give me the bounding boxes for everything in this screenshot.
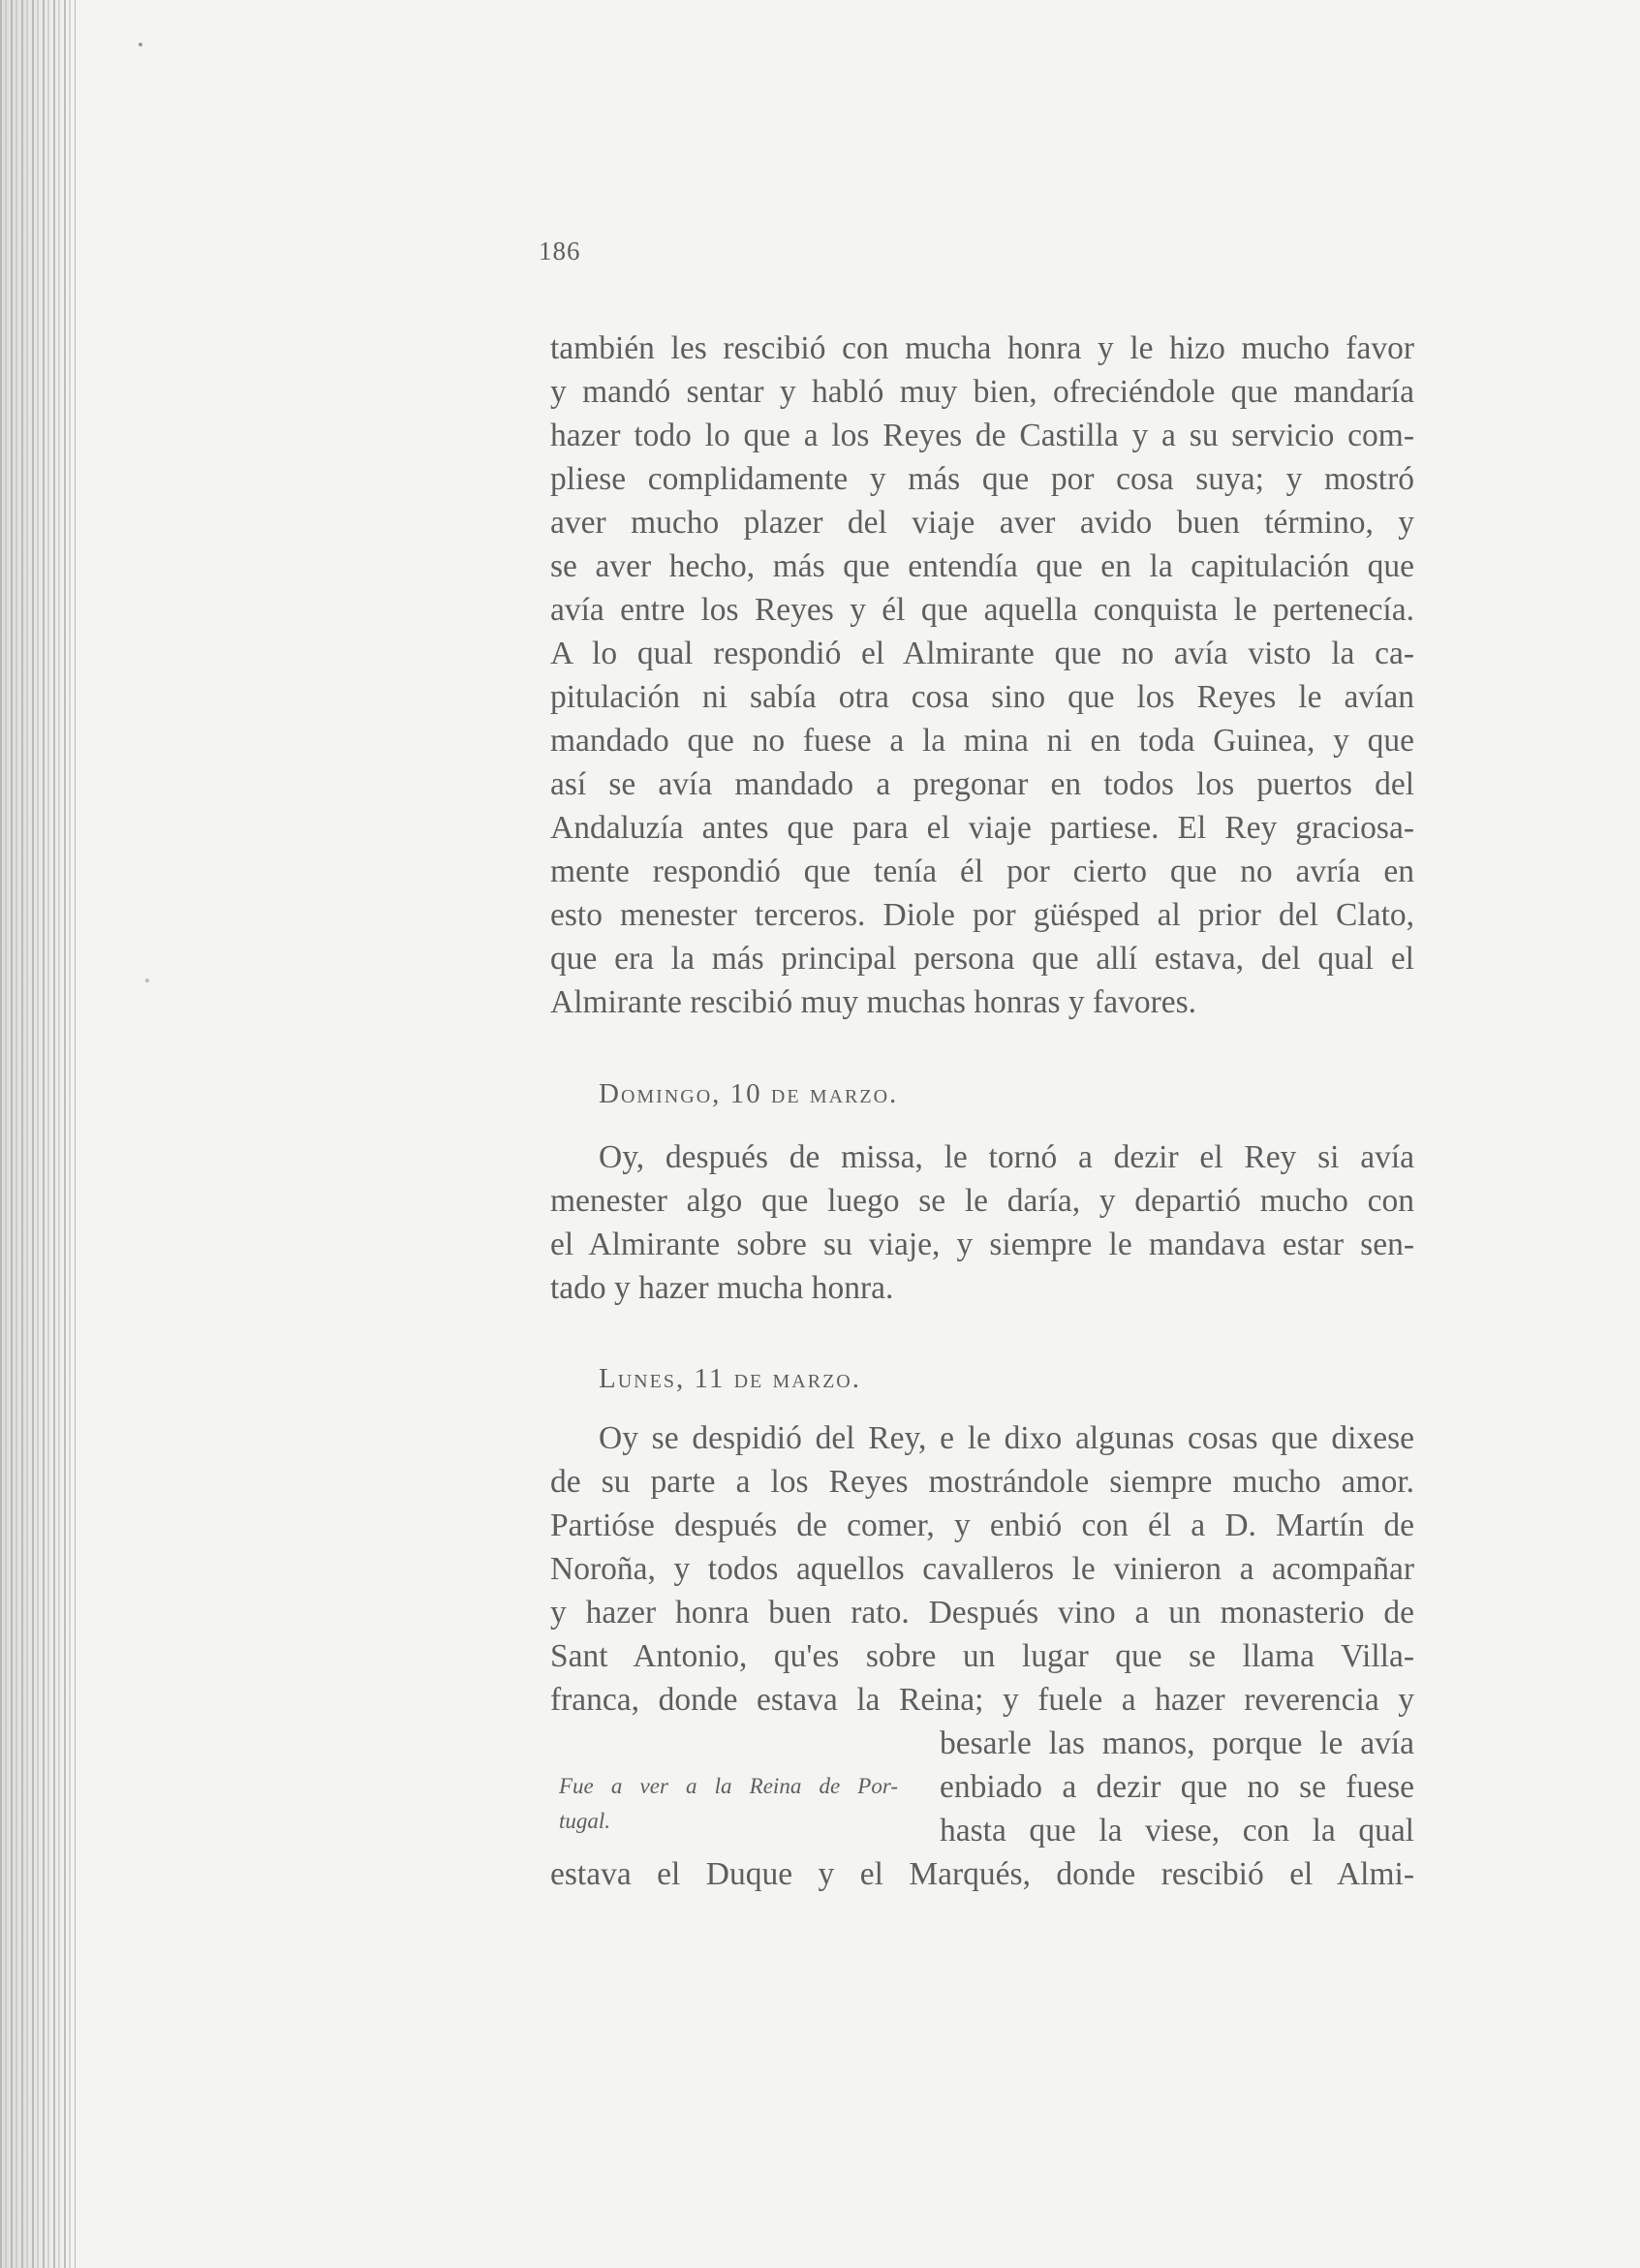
note-line: tugal. xyxy=(559,1809,611,1833)
text-line: mandado que no fuese a la mina ni en toda Guinea, y que xyxy=(550,723,1414,759)
paragraph-1 xyxy=(550,326,1414,1024)
text-line: se aver hecho, más que entendía que en la capitulación que xyxy=(550,548,1414,584)
paragraph-3-narrow xyxy=(940,1722,1414,1852)
text-line: Andaluzía antes que para el viaje partiese. El Rey graciosa- xyxy=(550,810,1414,846)
text-line: de su parte a los Reyes mostrándole siempre mucho amor. xyxy=(550,1464,1414,1500)
text-line: pitulación ni sabía otra cosa sino que los Reyes le avían xyxy=(550,679,1414,715)
text-line: estava el Duque y el Marqués, donde rescibió el Almi- xyxy=(550,1856,1414,1892)
text-line: menester algo que luego se le daría, y departió mucho con xyxy=(550,1183,1414,1219)
binding-shadow xyxy=(0,0,76,2268)
text-line: que era la más principal persona que allí estava, del qual el xyxy=(550,941,1414,977)
paper-speck xyxy=(139,43,142,47)
text-line: A lo qual respondió el Almirante que no avía visto la ca- xyxy=(550,636,1414,671)
text-line: así se avía mandado a pregonar en todos los puertos del xyxy=(550,766,1414,802)
text-line: Sant Antonio, qu'es sobre un lugar que se llama Villa- xyxy=(550,1638,1414,1674)
text-line: besarle las manos, porque le avía xyxy=(940,1725,1414,1761)
text-line: aver mucho plazer del viaje aver avido buen término, y xyxy=(550,505,1414,541)
text-line: hasta que la viese, con la qual xyxy=(940,1813,1414,1849)
text-line: esto menester terceros. Diole por güésped al prior del Clato, xyxy=(550,897,1414,933)
section-heading: Lunes, 11 de marzo. xyxy=(599,1363,862,1394)
text-line: enbiado a dezir que no se fuese xyxy=(940,1769,1414,1805)
text-line: y mandó sentar y habló muy bien, ofreciéndole que mandaría xyxy=(550,374,1414,410)
page-number: 186 xyxy=(539,236,581,265)
text-line: Noroña, y todos aquellos cavalleros le vinieron a acompañar xyxy=(550,1551,1414,1587)
text-line: Oy se despidió del Rey, e le dixo algunas cosas que dixese xyxy=(599,1420,1414,1456)
text-line: tado y hazer mucha honra. xyxy=(550,1270,894,1306)
text-line: Oy, después de missa, le tornó a dezir el Rey si avía xyxy=(599,1139,1414,1175)
text-line: pliese complidamente y más que por cosa suya; y mostró xyxy=(550,461,1414,497)
text-line: hazer todo lo que a los Reyes de Castilla y a su servicio com- xyxy=(550,418,1414,453)
paragraph-2 xyxy=(550,1135,1414,1310)
note-line: Fue a ver a la Reina de Por- xyxy=(559,1774,898,1798)
text-line: el Almirante sobre su viaje, y siempre le mandava estar sen- xyxy=(550,1227,1414,1262)
section-heading: Domingo, 10 de marzo. xyxy=(599,1078,899,1109)
text-line: Almirante rescibió muy muchas honras y favores. xyxy=(550,984,1197,1020)
paper-speck xyxy=(145,979,149,982)
paragraph-3-continued xyxy=(550,1852,1414,1896)
marginal-note xyxy=(559,1769,898,1839)
text-line: Partióse después de comer, y enbió con él a D. Martín de xyxy=(550,1507,1414,1543)
paragraph-3 xyxy=(550,1416,1414,1722)
text-line: avía entre los Reyes y él que aquella conquista le pertenecía. xyxy=(550,592,1414,628)
text-line: franca, donde estava la Reina; y fuele a hazer reverencia y xyxy=(550,1682,1414,1718)
text-line: y hazer honra buen rato. Después vino a un monasterio de xyxy=(550,1595,1414,1631)
text-line: también les rescibió con mucha honra y le hizo mucho favor xyxy=(550,330,1414,366)
text-line: mente respondió que tenía él por cierto que no avría en xyxy=(550,854,1414,889)
